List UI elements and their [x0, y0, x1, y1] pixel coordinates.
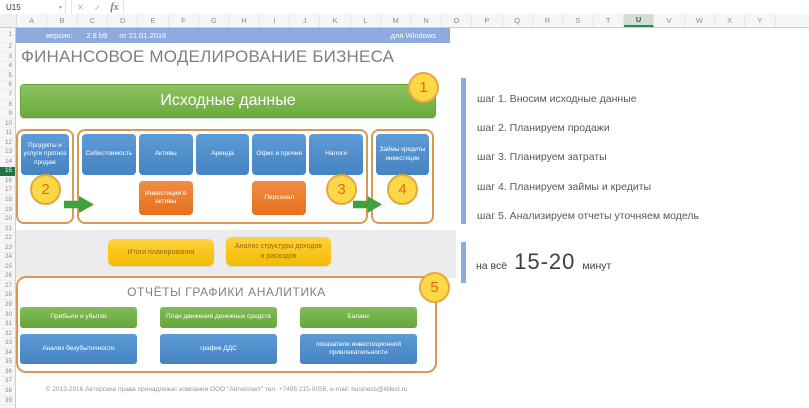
- column-header-K[interactable]: K: [320, 14, 350, 27]
- step-badge-3: 3: [326, 174, 357, 205]
- column-header-E[interactable]: E: [138, 14, 168, 27]
- row-header-18[interactable]: 18: [0, 195, 15, 205]
- column-header-X[interactable]: X: [715, 14, 745, 27]
- row-header-7[interactable]: 7: [0, 90, 15, 100]
- column-header-H[interactable]: H: [229, 14, 259, 27]
- duration-note: [476, 249, 611, 275]
- cost-item-button[interactable]: Аренда: [196, 134, 250, 175]
- step-badge-5: 5: [419, 272, 450, 303]
- version-label: версия:: [46, 30, 73, 40]
- column-header-R[interactable]: R: [533, 14, 563, 27]
- column-header-G[interactable]: G: [199, 14, 229, 27]
- reports-title: ОТЧЁТЫ ГРАФИКИ АНАЛИТИКА: [127, 285, 326, 299]
- row-header-35[interactable]: 35: [0, 358, 15, 368]
- report-button[interactable]: Прибыли и убытки: [20, 307, 137, 328]
- source-data-button[interactable]: Исходные данные: [20, 84, 436, 118]
- insert-function-icon[interactable]: fx: [110, 1, 119, 13]
- column-header-fill: [776, 14, 809, 27]
- row-header-31[interactable]: 31: [0, 319, 15, 329]
- report-button[interactable]: график ДДС: [160, 334, 277, 364]
- version-banner: [16, 28, 450, 43]
- cancel-icon[interactable]: ✕: [77, 2, 84, 12]
- row-header-24[interactable]: 24: [0, 253, 15, 263]
- name-box-dropdown-icon[interactable]: ▾: [58, 4, 62, 11]
- row-header-19[interactable]: 19: [0, 205, 15, 215]
- reports-green-row: [20, 307, 417, 328]
- reports-blue-row: [20, 334, 417, 364]
- row-header-26[interactable]: 26: [0, 272, 15, 282]
- sales-forecast-button[interactable]: Продукты и услуги прогноз продаж: [21, 134, 69, 175]
- row-headers: [0, 28, 16, 408]
- column-header-C[interactable]: C: [78, 14, 108, 27]
- row-header-36[interactable]: 36: [0, 367, 15, 377]
- column-header-T[interactable]: T: [594, 14, 624, 27]
- column-header-I[interactable]: I: [260, 14, 290, 27]
- duration-accent-bar: [461, 242, 466, 283]
- loans-credits-button[interactable]: Займы кредиты инвестиции: [376, 134, 429, 175]
- platform-label: для Windows: [390, 30, 436, 40]
- row-header-38[interactable]: 38: [0, 386, 15, 396]
- row-header-32[interactable]: 32: [0, 329, 15, 339]
- duration-suffix: минут: [582, 260, 612, 272]
- enter-icon[interactable]: ✓: [94, 2, 101, 12]
- column-header-V[interactable]: V: [654, 14, 684, 27]
- row-header-12[interactable]: 12: [0, 138, 15, 148]
- page-title: ФИНАНСОВОЕ МОДЕЛИРОВАНИЕ БИЗНЕСА: [21, 47, 395, 66]
- column-header-B[interactable]: B: [47, 14, 77, 27]
- column-header-A[interactable]: A: [17, 14, 47, 27]
- structure-analysis-button[interactable]: Анализ структуры доходов и расходов: [226, 237, 331, 266]
- cost-item-button[interactable]: Персонал: [252, 181, 306, 215]
- row-header-21[interactable]: 21: [0, 224, 15, 234]
- row-header-20[interactable]: 20: [0, 214, 15, 224]
- report-button[interactable]: Анализ безубыточности: [20, 334, 137, 364]
- row-header-11[interactable]: 11: [0, 128, 15, 138]
- step-badge-1: 1: [408, 72, 439, 103]
- report-button[interactable]: План движения денежных средств: [160, 307, 277, 328]
- row-header-2[interactable]: 2: [0, 43, 15, 53]
- row-header-1[interactable]: 1: [0, 28, 15, 43]
- duration-value: 15-20: [514, 249, 576, 274]
- step-item: шаг 3. Планируем затраты: [477, 151, 607, 164]
- version-number: 2.8 b9: [86, 30, 108, 40]
- cost-item-button[interactable]: Офис и прочие: [252, 134, 306, 175]
- row-header-6[interactable]: 6: [0, 81, 15, 91]
- report-button[interactable]: Баланс: [300, 307, 417, 328]
- column-headers: [0, 14, 809, 28]
- row-header-34[interactable]: 34: [0, 348, 15, 358]
- row-header-39[interactable]: 39: [0, 396, 15, 406]
- column-header-O[interactable]: O: [442, 14, 472, 27]
- planning-results-button[interactable]: Итоги планирования: [108, 239, 214, 266]
- step-item: шаг 4. Планируем займы и кредиты: [477, 180, 652, 193]
- report-button[interactable]: показатели инвестиционной привлекательности: [300, 334, 417, 364]
- step-item: шаг 5. Анализируем отчеты уточняем модель: [477, 210, 700, 223]
- steps-accent-bar: [461, 78, 466, 224]
- column-header-P[interactable]: P: [472, 14, 502, 27]
- row-header-5[interactable]: 5: [0, 71, 15, 81]
- row-header-16[interactable]: 16: [0, 176, 15, 186]
- column-header-L[interactable]: L: [351, 14, 381, 27]
- active-cell-ref: U15: [6, 2, 21, 12]
- column-header-S[interactable]: S: [563, 14, 593, 27]
- row-header-29[interactable]: 29: [0, 300, 15, 310]
- row-header-14[interactable]: 14: [0, 157, 15, 167]
- step-badge-4: 4: [387, 174, 418, 205]
- version-date: от 21.01.2016: [119, 30, 167, 40]
- cost-item-button[interactable]: Налоги: [309, 134, 363, 175]
- row-header-3[interactable]: 3: [0, 52, 15, 62]
- steps-list: [477, 84, 699, 231]
- step-item: шаг 2. Планируем продажи: [477, 122, 610, 135]
- column-header-J[interactable]: J: [290, 14, 320, 27]
- row-header-13[interactable]: 13: [0, 148, 15, 158]
- row-header-17[interactable]: 17: [0, 186, 15, 196]
- formula-input[interactable]: [123, 0, 809, 14]
- reports-section: [16, 276, 437, 373]
- row-header-28[interactable]: 28: [0, 291, 15, 301]
- row-header-33[interactable]: 33: [0, 338, 15, 348]
- formula-bar: [0, 0, 809, 15]
- column-header-D[interactable]: D: [108, 14, 138, 27]
- row-header-23[interactable]: 23: [0, 243, 15, 253]
- cell-name-box[interactable]: [0, 0, 66, 14]
- row-header-25[interactable]: 25: [0, 262, 15, 272]
- column-header-N[interactable]: N: [411, 14, 441, 27]
- costs-grid: [82, 134, 363, 219]
- copyright-footer: © 2013-2016 Авторские права принадлежат компании ООО "Айтиллект" тел. +7495 215-0056, e-mail: business@itillect.ru: [45, 386, 408, 393]
- step-badge-2: 2: [30, 174, 61, 205]
- row-header-15[interactable]: 15: [0, 167, 15, 177]
- select-all-corner[interactable]: [0, 14, 17, 27]
- cost-item-button[interactable]: Себестоимость: [82, 134, 136, 175]
- row-header-22[interactable]: 22: [0, 233, 15, 243]
- row-header-10[interactable]: 10: [0, 119, 15, 129]
- column-header-W[interactable]: W: [685, 14, 715, 27]
- duration-prefix: на всё: [476, 260, 508, 272]
- cost-item-button[interactable]: Инвестиции в активы: [139, 181, 193, 215]
- column-header-M[interactable]: M: [381, 14, 411, 27]
- costs-group-frame: [77, 129, 368, 224]
- column-header-U[interactable]: U: [624, 14, 654, 27]
- row-header-9[interactable]: 9: [0, 109, 15, 119]
- row-header-8[interactable]: 8: [0, 100, 15, 110]
- column-header-F[interactable]: F: [169, 14, 199, 27]
- cost-item-button[interactable]: Активы: [139, 134, 193, 175]
- row-header-4[interactable]: 4: [0, 62, 15, 72]
- row-header-37[interactable]: 37: [0, 377, 15, 387]
- step-item: шаг 1. Вносим исходные данные: [477, 92, 637, 105]
- row-header-30[interactable]: 30: [0, 310, 15, 320]
- column-header-Q[interactable]: Q: [503, 14, 533, 27]
- row-header-27[interactable]: 27: [0, 281, 15, 291]
- column-header-Y[interactable]: Y: [745, 14, 775, 27]
